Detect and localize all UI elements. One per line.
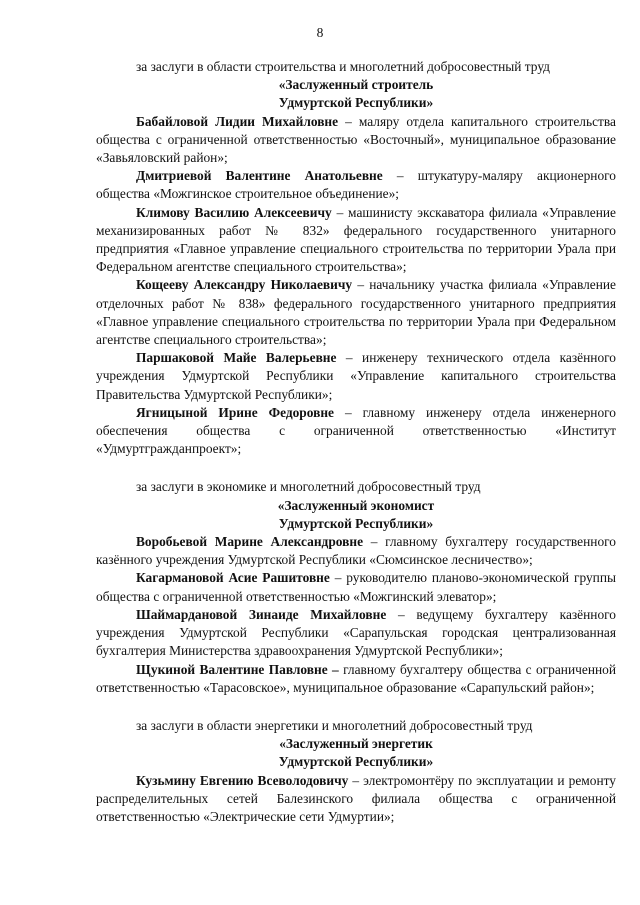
award-title: Удмуртской Республики» bbox=[278, 754, 434, 770]
section-intro: за заслуги в экономике и многолетний добросовестный труд bbox=[136, 479, 481, 495]
awardee-entry bbox=[96, 606, 616, 661]
awardee-name: Дмитриевой Валентине Анатольевне bbox=[136, 168, 383, 184]
awardee-position: главному бухгалтеру общества с ограниченной ответственностью «Тарасовское», муниципальное образование «Сарапульский район»; bbox=[96, 661, 617, 695]
awardee-position: – штукатуру-маляру акционерного общества «Можгинское строительное объединение»; bbox=[96, 168, 617, 202]
awardee-entry bbox=[96, 167, 616, 203]
section-intro: за заслуги в области строительства и многолетний добросовестный труд bbox=[136, 59, 550, 74]
awardee-name: Климову Василию Алексеевичу bbox=[136, 204, 332, 220]
awardee-position: – главному бухгалтеру государственного казённого учреждения Удмуртской Республики «Сюмсинское лесничество»; bbox=[96, 534, 616, 568]
section-spacer bbox=[96, 697, 616, 717]
section-spacer bbox=[96, 458, 616, 478]
awardee-name: Воробьевой Марине Александровне bbox=[136, 534, 364, 550]
award-title: Удмуртской Республики» bbox=[278, 95, 434, 111]
awardee-entry bbox=[96, 661, 616, 697]
award-title: Удмуртской Республики» bbox=[278, 515, 434, 531]
document-body bbox=[96, 58, 616, 826]
awardee-entry bbox=[96, 276, 616, 349]
awardee-name: Ягницыной Ирине Федоровне bbox=[136, 404, 335, 420]
awardee-entry bbox=[96, 569, 616, 605]
awardee-entry bbox=[96, 533, 616, 569]
awardee-position: – руководителю планово-экономической группы общества с ограниченной ответственностью «Можгинский элеватор»; bbox=[96, 570, 616, 604]
awardee-entry bbox=[96, 772, 616, 827]
awardee-position: – ведущему бухгалтеру казённого учреждения Удмуртской Республики «Сарапульская городская централизованная бухгалтерия Министерства здравоохранения Удмуртской Республики»; bbox=[96, 606, 617, 659]
awardee-name: Кощееву Александру Николаевичу bbox=[136, 277, 353, 293]
awardee-position: – начальнику участка филиала «Управление отделочных работ № 838» федерального государственного унитарного предприятия «Главное управление специального строительства по территории Урала при Федеральном агентстве специального строительства»; bbox=[96, 277, 616, 348]
page-number: 8 bbox=[316, 25, 324, 40]
section-intro: за заслуги в области энергетики и многолетний добросовестный труд bbox=[136, 717, 533, 733]
awardee-name: Шаймардановой Зинаиде Михайловне bbox=[136, 606, 387, 622]
award-title: «Заслуженный строитель bbox=[278, 77, 434, 93]
award-section-energy bbox=[96, 717, 616, 826]
awardee-position: – главному инженеру отдела инженерного обеспечения общества с ограниченной ответственностью «Институт «Удмуртгражданпроект»; bbox=[96, 404, 616, 457]
awardee-entry bbox=[96, 404, 616, 459]
awardee-entry bbox=[96, 113, 616, 168]
award-section-economist bbox=[96, 478, 616, 696]
award-section-builder bbox=[96, 58, 616, 458]
awardee-position: – электромонтёру по эксплуатации и ремонту распределительных сетей Балезинского филиала общества с ограниченной ответственностью «Электрические сети Удмуртии»; bbox=[96, 772, 616, 824]
awardee-position: – инженеру технического отдела казённого учреждения Удмуртской Республики «Управление капитального строительства Правительства Удмуртской Республики»; bbox=[96, 350, 616, 402]
awardee-name: Бабайловой Лидии Михайловне bbox=[136, 113, 339, 129]
awardee-name: Щукиной Валентине Павловне – bbox=[136, 661, 339, 677]
award-title: «Заслуженный экономист bbox=[277, 497, 435, 513]
awardee-name: Кагармановой Асие Рашитовне bbox=[136, 570, 330, 586]
awardee-name: Кузьмину Евгению Всеволодовичу bbox=[136, 772, 349, 788]
awardee-position: – машинисту экскаватора филиала «Управление механизированных работ № 832» федерального государственного унитарного предприятия «Главное управление специального строительства по территории Урала при Федеральном агентстве специального строительства»; bbox=[96, 204, 616, 275]
awardee-name: Паршаковой Майе Валерьевне bbox=[136, 350, 337, 366]
awardee-entry bbox=[96, 204, 616, 277]
awardee-entry bbox=[96, 349, 616, 404]
award-title: «Заслуженный энергетик bbox=[279, 736, 433, 752]
awardee-position: – маляру отдела капитального строительства общества с ограниченной ответственностью «Восточный», муниципальное образование «Завьяловский район»; bbox=[96, 113, 616, 166]
